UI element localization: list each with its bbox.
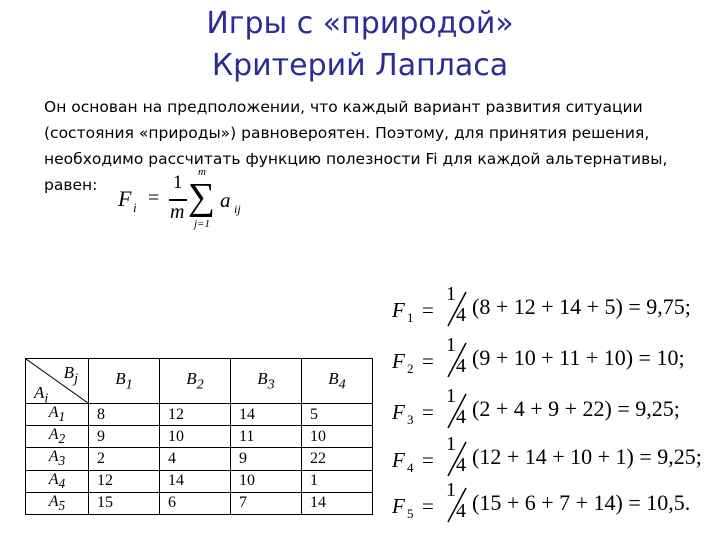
calc-expression: (15 + 6 + 7 + 14) = 10,5.: [472, 490, 691, 515]
label-subscript: 1: [125, 376, 133, 393]
fraction-numerator: 1: [446, 433, 456, 455]
calc-expression: (9 + 10 + 11 + 10) = 10;: [472, 345, 685, 370]
table-cell: 6: [160, 492, 231, 514]
label-subscript: 5: [58, 497, 66, 513]
calc-expression: (2 + 4 + 9 + 22) = 9,25;: [472, 396, 680, 421]
column-header: [231, 359, 302, 404]
table-cell: 7: [231, 492, 302, 514]
formula-numerator: 1: [173, 172, 183, 193]
calc-equals: =: [422, 349, 434, 373]
row-header: [26, 448, 89, 470]
label-letter: A: [48, 448, 59, 466]
calc-lhs: F: [392, 298, 405, 322]
fraction-denominator: 4: [456, 454, 466, 476]
table-cell: 12: [160, 404, 231, 426]
slide-title-line2: Критерий Лапласа: [211, 48, 509, 83]
table-row: [26, 404, 373, 426]
calc-equals: =: [422, 400, 434, 424]
sum-upper-limit: m: [198, 166, 206, 178]
column-header: [302, 359, 373, 404]
corner-row-sub: i: [44, 390, 49, 404]
table-cell: 10: [231, 470, 302, 492]
label-subscript: 3: [267, 376, 275, 393]
table-row: [26, 448, 373, 470]
label-subscript: 1: [58, 409, 66, 425]
calc-lhs-subscript: 4: [407, 460, 414, 475]
row-header: [26, 404, 89, 426]
label-subscript: 2: [58, 431, 66, 447]
sigma-symbol: ∑: [188, 176, 216, 218]
table-cell: 9: [89, 426, 160, 448]
table-cell: 14: [231, 404, 302, 426]
calc-lhs: F: [392, 400, 405, 424]
fraction-denominator: 4: [456, 406, 466, 428]
label-subscript: 4: [338, 376, 346, 393]
corner-col-label: [64, 363, 78, 387]
calc-fraction: [442, 433, 472, 480]
table-cell: 22: [302, 448, 373, 470]
calc-fraction: [442, 385, 472, 432]
table-cell: 12: [89, 470, 160, 492]
fraction-numerator: 1: [446, 283, 456, 305]
calc-fraction: [442, 283, 472, 330]
fraction-denominator: 4: [456, 500, 466, 522]
formula-term-subscript: ij: [234, 202, 241, 216]
fraction-numerator: 1: [446, 334, 456, 356]
row-header: [26, 426, 89, 448]
formula-denominator: m: [170, 201, 185, 223]
description-paragraph: [44, 94, 694, 198]
label-subscript: 4: [58, 475, 66, 491]
table-cell: 14: [160, 470, 231, 492]
label-letter: A: [48, 404, 59, 421]
row-header: [26, 470, 89, 492]
paragraph-line: (состояния «природы») равновероятен. Поэтому, для принятия решения,: [44, 124, 650, 142]
calc-fraction: [442, 479, 472, 526]
table-cell: 11: [231, 426, 302, 448]
label-subscript: 2: [196, 376, 204, 393]
column-header: [89, 359, 160, 404]
label-letter: A: [48, 426, 59, 444]
corner-row-label: [34, 383, 48, 404]
table-cell: 1: [302, 470, 373, 492]
corner-row-letter: A: [34, 383, 45, 402]
column-header: [160, 359, 231, 404]
table-row: [26, 426, 373, 448]
table-cell: 9: [231, 448, 302, 470]
table-cell: 15: [89, 492, 160, 514]
paragraph-line: равен:: [44, 176, 98, 194]
calc-equals: =: [422, 448, 434, 472]
label-letter: A: [48, 470, 59, 488]
paragraph-line: необходимо рассчитать функцию полезности Fi для каждой альтернативы,: [44, 150, 668, 168]
table-row: [26, 492, 373, 514]
table-row: [26, 470, 373, 492]
calc-lhs: F: [392, 448, 405, 472]
calc-expression: (12 + 14 + 10 + 1) = 9,25;: [472, 444, 702, 469]
table-cell: 5: [302, 404, 373, 426]
corner-col-sub: j: [74, 370, 78, 387]
calc-expression: (8 + 12 + 14 + 5) = 9,75;: [472, 294, 691, 319]
formula-term: a: [220, 188, 231, 212]
calc-fraction: [442, 334, 472, 381]
corner-col-letter: B: [63, 363, 75, 382]
table-cell: 4: [160, 448, 231, 470]
row-header: [26, 492, 89, 514]
slide-title-line1: Игры с «природой»: [206, 6, 514, 41]
table-header-row: [26, 359, 373, 404]
calc-equals: =: [422, 494, 434, 518]
fraction-denominator: 4: [456, 355, 466, 377]
label-letter: B: [328, 368, 339, 388]
formula-equals: =: [148, 187, 160, 209]
calc-equals: =: [422, 298, 434, 322]
table-cell: 14: [302, 492, 373, 514]
paragraph-line: Он основан на предположении, что каждый вариант развития ситуации: [44, 98, 643, 116]
payoff-matrix-table: [25, 358, 373, 515]
table-cell: 8: [89, 404, 160, 426]
calc-lhs: F: [392, 349, 405, 373]
formula-lhs: F: [118, 186, 132, 211]
label-letter: B: [115, 368, 126, 388]
formula-lhs-subscript: i: [133, 200, 137, 215]
label-subscript: 3: [58, 453, 66, 469]
label-letter: A: [48, 492, 59, 510]
fraction-numerator: 1: [446, 385, 456, 407]
table-cell: 2: [89, 448, 160, 470]
label-letter: B: [186, 368, 197, 388]
table-cell: 10: [302, 426, 373, 448]
calc-lhs-subscript: 2: [407, 361, 414, 376]
calc-lhs-subscript: 5: [407, 506, 414, 521]
table-corner-cell: [26, 359, 89, 404]
calc-lhs-subscript: 3: [407, 412, 414, 427]
table-cell: 10: [160, 426, 231, 448]
fraction-denominator: 4: [456, 304, 466, 326]
sum-lower-limit: j=1: [194, 218, 210, 230]
fraction-numerator: 1: [446, 479, 456, 501]
label-letter: B: [257, 368, 268, 388]
calc-lhs: F: [392, 494, 405, 518]
calc-lhs-subscript: 1: [407, 310, 414, 325]
